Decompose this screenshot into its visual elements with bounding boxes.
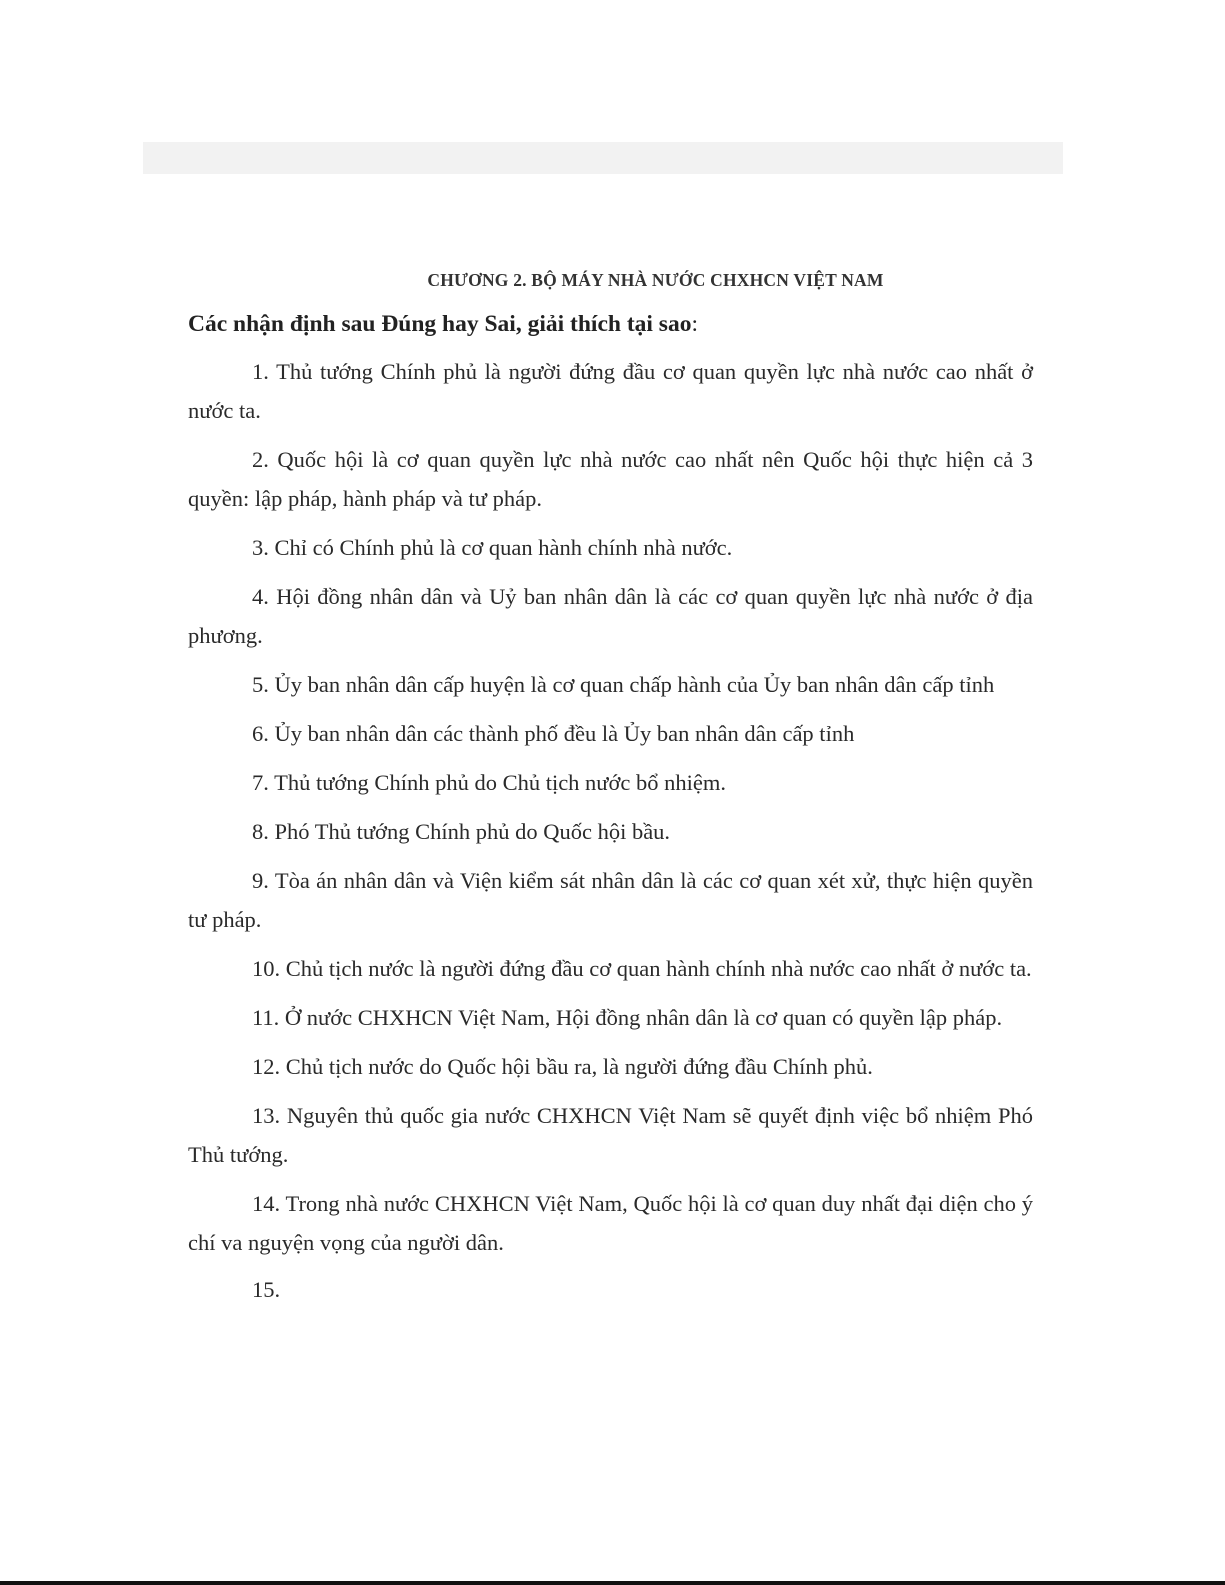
instruction-colon: : (691, 311, 698, 337)
statement-6: 6. Ủy ban nhân dân các thành phố đều là Ủy ban nhân dân cấp tỉnh (252, 721, 855, 746)
bottom-border (0, 1581, 1225, 1585)
statement-11: 11. Ở nước CHXHCN Việt Nam, Hội đồng nhân dân là cơ quan có quyền lập pháp. (252, 1005, 1003, 1030)
statement-8: 8. Phó Thủ tướng Chính phủ do Quốc hội bầu. (252, 819, 671, 844)
statement-4: 4. Hội đồng nhân dân và Uỷ ban nhân dân là các cơ quan quyền lực nhà nước ở địa phương. (188, 584, 1033, 648)
statement-1: 1. Thủ tướng Chính phủ là người đứng đầu cơ quan quyền lực nhà nước cao nhất ở nước ta. (188, 359, 1033, 423)
statement-10: 10. Chủ tịch nước là người đứng đầu cơ quan hành chính nhà nước cao nhất ở nước ta. (252, 956, 1032, 981)
statement-13: 13. Nguyên thủ quốc gia nước CHXHCN Việt Nam sẽ quyết định việc bổ nhiệm Phó Thủ tướng. (188, 1103, 1033, 1167)
statement-2: 2. Quốc hội là cơ quan quyền lực nhà nước cao nhất nên Quốc hội thực hiện cả 3 quyền: lập pháp, hành pháp và tư pháp. (188, 447, 1033, 511)
statement-15-cut-off: 15. (252, 1277, 281, 1302)
statement-12: 12. Chủ tịch nước do Quốc hội bầu ra, là người đứng đầu Chính phủ. (252, 1054, 873, 1079)
instruction-text: Các nhận định sau Đúng hay Sai, giải thích tại sao (188, 311, 692, 337)
instruction-heading (188, 311, 1033, 338)
statement-7: 7. Thủ tướng Chính phủ do Chủ tịch nước bổ nhiệm. (252, 770, 727, 795)
document-body (188, 270, 1033, 1302)
page-top-band (143, 142, 1063, 174)
statement-3: 3. Chỉ có Chính phủ là cơ quan hành chính nhà nước. (252, 535, 733, 560)
statement-5: 5. Ủy ban nhân dân cấp huyện là cơ quan chấp hành của Ủy ban nhân dân cấp tỉnh (252, 672, 995, 697)
chapter-title: CHƯƠNG 2. BỘ MÁY NHÀ NƯỚC CHXHCN VIỆT NAM (427, 270, 884, 290)
statement-9: 9. Tòa án nhân dân và Viện kiểm sát nhân dân là các cơ quan xét xử, thực hiện quyền tư pháp. (188, 868, 1033, 932)
statement-14: 14. Trong nhà nước CHXHCN Việt Nam, Quốc hội là cơ quan duy nhất đại diện cho ý chí va nguyện vọng của người dân. (188, 1191, 1033, 1255)
